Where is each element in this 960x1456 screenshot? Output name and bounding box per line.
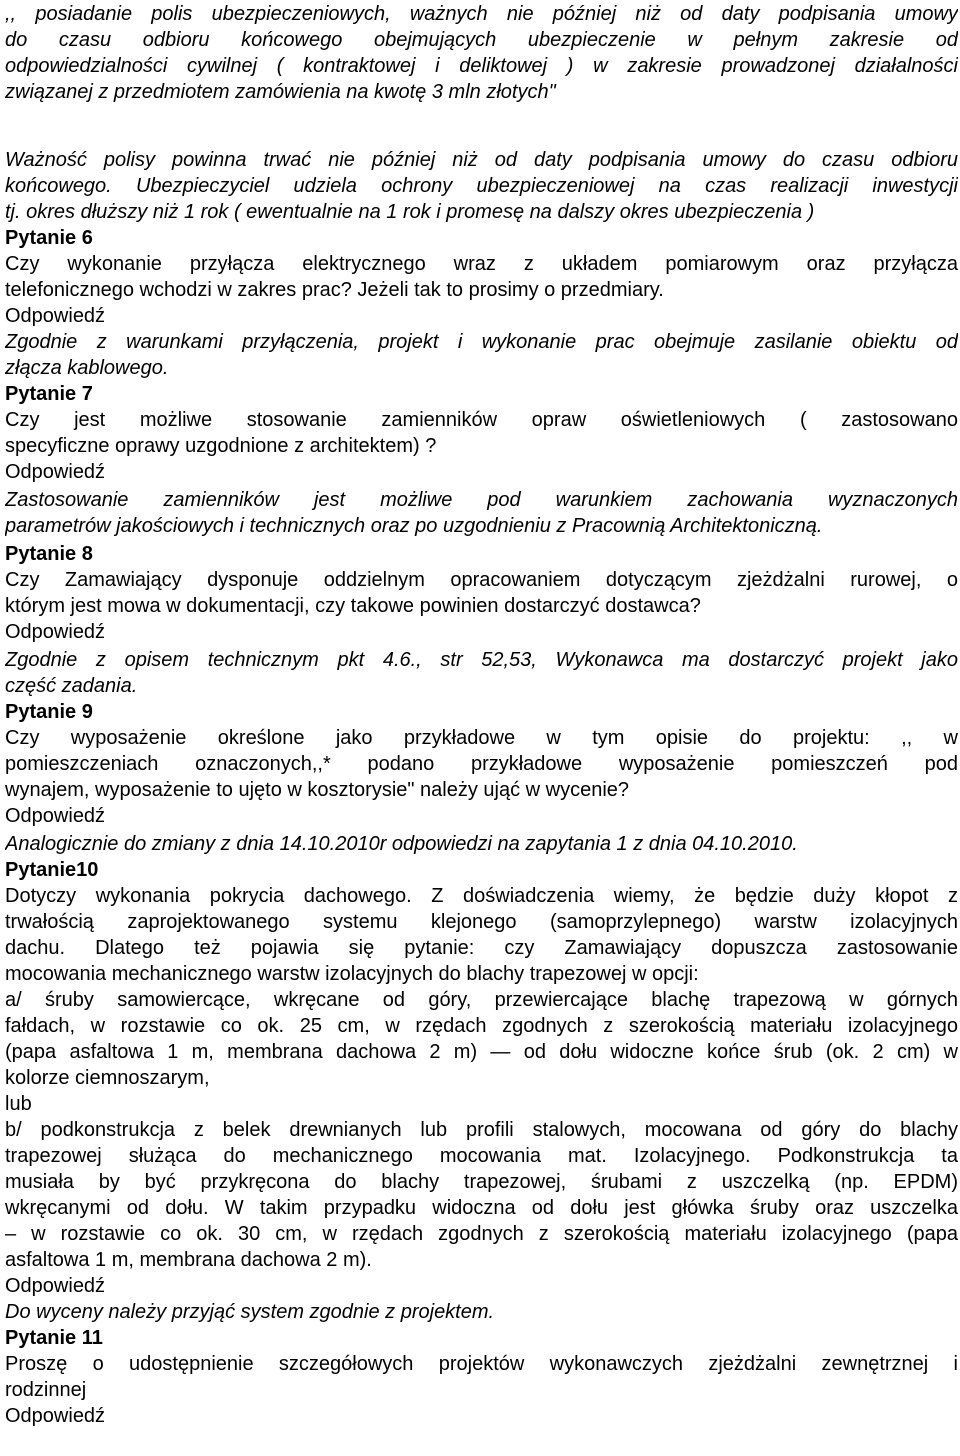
body-text-line: (papa asfaltowa 1 m, membrana dachowa 2 m) — od dołu widoczne końce śrub (ok. 2 cm) w: [5, 1041, 958, 1063]
question-heading: Pytanie 7: [5, 383, 93, 405]
body-text-line: fałdach, w rozstawie co ok. 25 cm, w rzędach zgodnych z szerokością materiału izolacyjnego: [5, 1015, 958, 1037]
body-text-line: b/ podkonstrukcja z belek drewnianych lub profili stalowych, mocowana od góry do blachy: [5, 1119, 958, 1141]
answer-label: Odpowiedź: [5, 805, 106, 827]
body-text-line: musiała by być przykręcona do blachy trapezowej, śrubami z uszczelką (np. EPDM): [5, 1171, 958, 1193]
answer-text-line: do czasu odbioru końcowego obejmujących ubezpieczenie w pełnym zakresie od: [5, 29, 958, 51]
body-text-line: wkręcanymi od dołu. W takim przypadku widoczna od dołu jest główka śruby oraz uszczelka: [5, 1197, 958, 1219]
answer-text-line: Do wyceny należy przyjąć system zgodnie z projektem.: [5, 1301, 495, 1323]
answer-label: Odpowiedź: [5, 621, 106, 643]
question-heading: Pytanie 11: [5, 1327, 103, 1349]
answer-text-line: złącza kablowego.: [5, 357, 169, 379]
answer-text-line: końcowego. Ubezpieczyciel udziela ochrony ubezpieczeniowej na czas realizacji inwestycji: [5, 175, 958, 197]
body-text-line: Czy wyposażenie określone jako przykładowe w tym opisie do projektu: ,, w: [5, 727, 958, 749]
answer-label: Odpowiedź: [5, 1405, 106, 1427]
body-text-line: Czy jest możliwe stosowanie zamienników opraw oświetleniowych ( zastosowano: [5, 409, 958, 431]
answer-label: Odpowiedź: [5, 1275, 106, 1297]
answer-label: Odpowiedź: [5, 461, 106, 483]
body-text-line: – w rozstawie co ok. 30 cm, w rzędach zgodnych z szerokością materiału izolacyjnego (papa: [5, 1223, 958, 1245]
answer-text-line: część zadania.: [5, 675, 138, 697]
body-text-line: kolorze ciemnoszarym,: [5, 1067, 210, 1089]
question-heading: Pytanie10: [5, 859, 99, 881]
answer-text-line: ,, posiadanie polis ubezpieczeniowych, ważnych nie później niż od daty podpisania umowy: [5, 3, 958, 25]
body-text-line: Czy wykonanie przyłącza elektrycznego wraz z układem pomiarowym oraz przyłącza: [5, 253, 958, 275]
answer-text-line: Zgodnie z warunkami przyłączenia, projekt i wykonanie prac obejmuje zasilanie obiektu od: [5, 331, 958, 353]
answer-text-line: Ważność polisy powinna trwać nie później niż od daty podpisania umowy do czasu odbioru: [5, 149, 958, 171]
body-text-line: lub: [5, 1093, 32, 1115]
question-heading: Pytanie 8: [5, 543, 93, 565]
answer-text-line: odpowiedzialności cywilnej ( kontraktowej i deliktowej ) w zakresie prowadzonej działalności: [5, 55, 958, 77]
body-text-line: telefonicznego wchodzi w zakres prac? Jeżeli tak to prosimy o przedmiary.: [5, 279, 664, 301]
body-text-line: trapezowej służąca do mechanicznego mocowania mat. Izolacyjnego. Podkonstrukcja ta: [5, 1145, 958, 1167]
body-text-line: asfaltowa 1 m, membrana dachowa 2 m).: [5, 1249, 372, 1271]
body-text-line: trwałością zaprojektowanego systemu klejonego (samoprzylepnego) warstw izolacyjnych: [5, 911, 958, 933]
body-text-line: pomieszczeniach oznaczonych,,* podano przykładowe wyposażenie pomieszczeń pod: [5, 753, 958, 775]
body-text-line: Czy Zamawiający dysponuje oddzielnym opracowaniem dotyczącym zjeżdżalni rurowej, o: [5, 569, 958, 591]
answer-text-line: tj. okres dłuższy niż 1 rok ( ewentualnie na 1 rok i promesę na dalszy okres ubezpieczenia ): [5, 201, 815, 223]
answer-text-line: parametrów jakościowych i technicznych oraz po uzgodnieniu z Pracownią Architektoniczną.: [5, 515, 823, 537]
question-heading: Pytanie 6: [5, 227, 93, 249]
answer-text-line: Analogicznie do zmiany z dnia 14.10.2010r odpowiedzi na zapytania 1 z dnia 04.10.2010.: [5, 833, 798, 855]
body-text-line: którym jest mowa w dokumentacji, czy takowe powinien dostarczyć dostawca?: [5, 595, 701, 617]
answer-text-line: Zastosowanie zamienników jest możliwe pod warunkiem zachowania wyznaczonych: [5, 489, 958, 511]
body-text-line: mocowania mechanicznego warstw izolacyjnych do blachy trapezowej w opcji:: [5, 963, 699, 985]
body-text-line: specyficzne oprawy uzgodnione z architektem) ?: [5, 435, 437, 457]
body-text-line: rodzinnej: [5, 1379, 87, 1401]
body-text-line: a/ śruby samowiercące, wkręcane od góry, przewiercające blachę trapezową w górnych: [5, 989, 958, 1011]
body-text-line: dachu. Dlatego też pojawia się pytanie: czy Zamawiający dopuszcza zastosowanie: [5, 937, 958, 959]
body-text-line: Dotyczy wykonania pokrycia dachowego. Z doświadczenia wiemy, że będzie duży kłopot z: [5, 885, 958, 907]
body-text-line: Proszę o udostępnienie szczegółowych projektów wykonawczych zjeżdżalni zewnętrznej i: [5, 1353, 958, 1375]
answer-text-line: związanej z przedmiotem zamówienia na kwotę 3 mln złotych": [5, 81, 556, 103]
question-heading: Pytanie 9: [5, 701, 93, 723]
body-text-line: wynajem, wyposażenie to ujęto w kosztorysie" należy ująć w wycenie?: [5, 779, 630, 801]
answer-label: Odpowiedź: [5, 305, 106, 327]
answer-text-line: Zgodnie z opisem technicznym pkt 4.6., str 52,53, Wykonawca ma dostarczyć projekt jako: [5, 649, 958, 671]
